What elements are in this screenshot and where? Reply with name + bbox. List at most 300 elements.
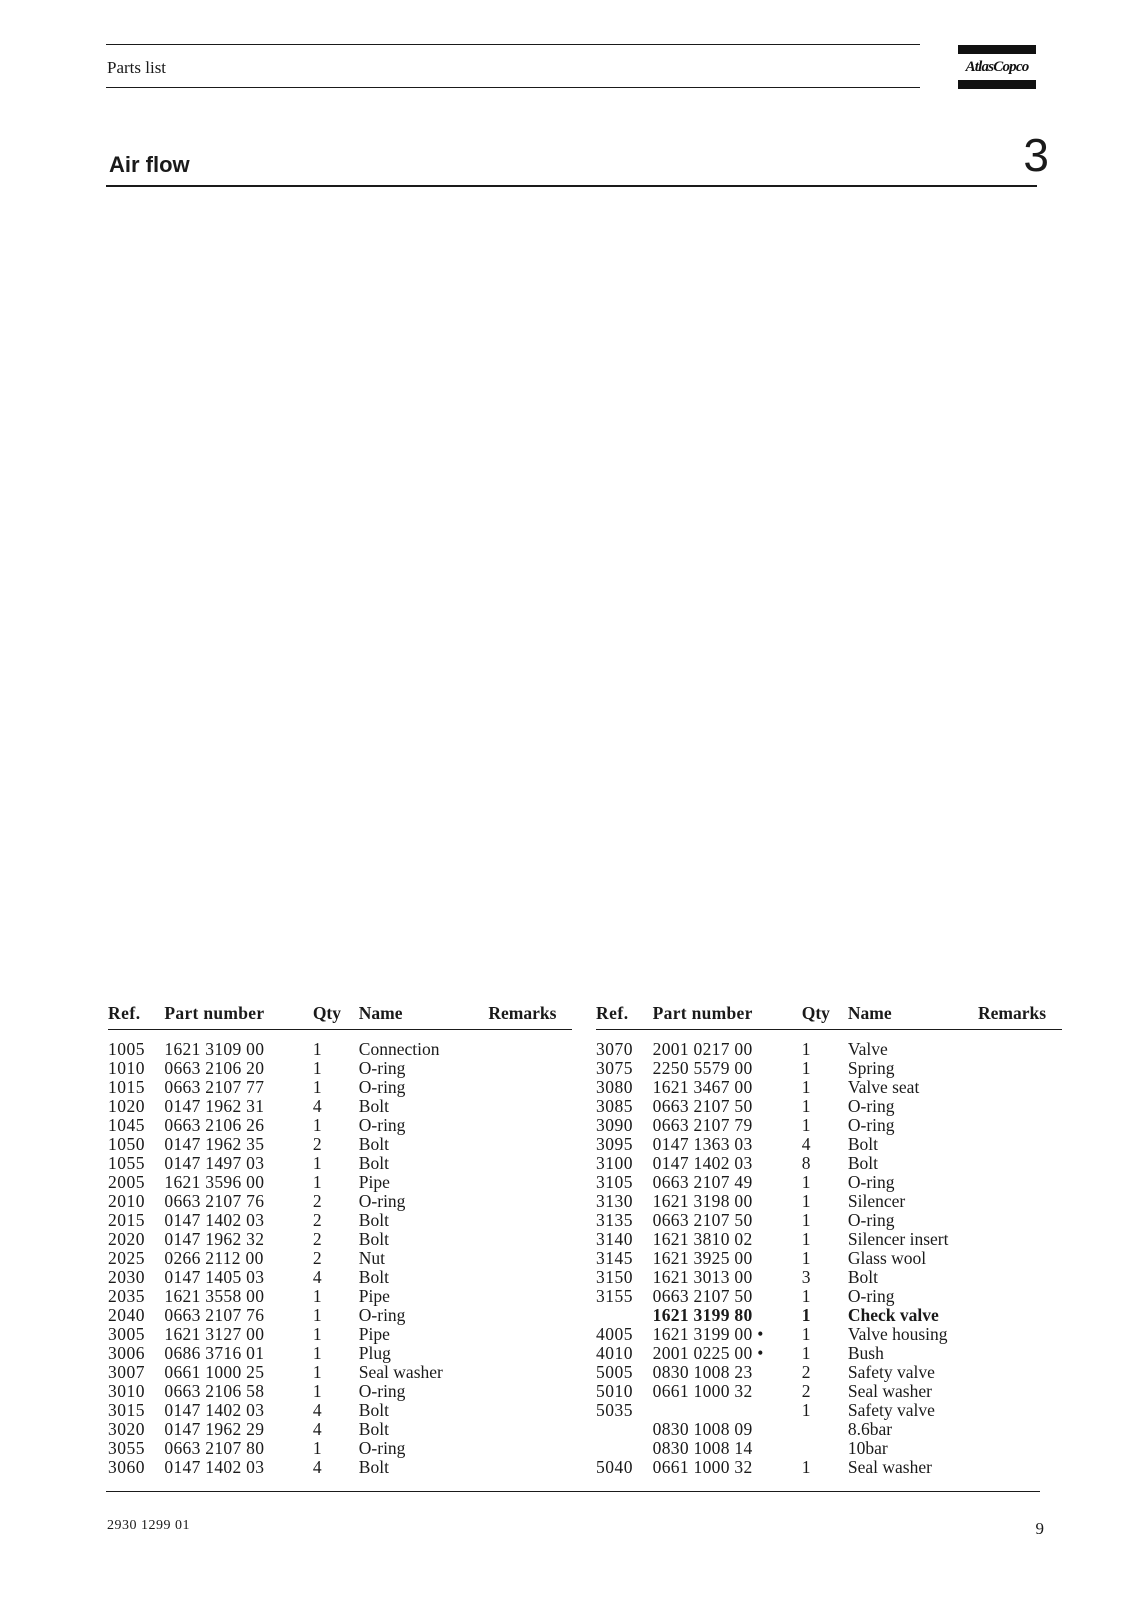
cell-name: Glass wool (847, 1248, 927, 1268)
footer-rule (106, 1491, 1040, 1492)
cell-remarks (488, 1154, 572, 1173)
cell-qty: 4 (312, 1400, 322, 1420)
cell-qty: 1 (801, 1172, 811, 1192)
cell-name: Seal washer (358, 1362, 443, 1382)
cell-remarks (978, 1230, 1062, 1249)
cell-qty: 1 (312, 1324, 322, 1344)
cell-remarks (488, 1382, 572, 1401)
cell-part-number: 0663 2107 50 (652, 1096, 753, 1116)
cell-part-number: 1621 3558 00 (164, 1286, 265, 1306)
cell-name: Connection (358, 1039, 440, 1059)
cell-part-number: 0147 1497 03 (164, 1153, 265, 1173)
cell-name: Bolt (358, 1400, 389, 1420)
cell-remarks (978, 1173, 1062, 1192)
table-row (108, 1382, 572, 1401)
cell-ref: 3130 (596, 1191, 633, 1211)
cell-part-number: 0147 1402 03 (164, 1400, 265, 1420)
cell-part-number: 0266 2112 00 (164, 1248, 264, 1268)
cell-part-number: 0663 2107 77 (164, 1077, 265, 1097)
section-title: Air flow (109, 152, 190, 177)
table-row (108, 1401, 572, 1420)
cell-qty: 1 (801, 1210, 811, 1230)
cell-part-number: 0663 2107 50 (652, 1210, 753, 1230)
cell-qty: 2 (312, 1134, 322, 1154)
table-row (596, 1439, 1062, 1458)
cell-part-number: 0663 2106 20 (164, 1058, 265, 1078)
cell-qty: 1 (801, 1077, 811, 1097)
cell-ref: 3105 (596, 1172, 633, 1192)
cell-remarks (978, 1420, 1062, 1439)
cell-remarks (978, 1458, 1062, 1477)
cell-remarks (488, 1249, 572, 1268)
table-row (596, 1363, 1062, 1382)
cell-ref: 5010 (596, 1381, 633, 1401)
table-row (596, 1420, 1062, 1439)
cell-ref: 4010 (596, 1343, 633, 1363)
document-number: 2930 1299 01 (107, 1518, 190, 1533)
cell-ref: 5040 (596, 1457, 633, 1477)
cell-part-number: 2001 0217 00 (652, 1039, 753, 1059)
table-row (108, 1344, 572, 1363)
cell-qty: 4 (801, 1134, 811, 1154)
cell-name: Silencer (847, 1191, 906, 1211)
cell-name: O-ring (358, 1381, 406, 1401)
cell-remarks (978, 1363, 1062, 1382)
cell-name: Nut (358, 1248, 386, 1268)
cell-qty: 1 (801, 1039, 811, 1059)
cell-ref: 3055 (108, 1438, 145, 1458)
cell-remarks (488, 1420, 572, 1439)
cell-name: O-ring (358, 1077, 406, 1097)
cell-ref: 1020 (108, 1096, 145, 1116)
cell-ref (596, 1439, 653, 1458)
cell-part-number: 0663 2107 76 (164, 1191, 265, 1211)
table-row (108, 1173, 572, 1192)
table-row (596, 1344, 1062, 1363)
cell-remarks (488, 1116, 572, 1135)
cell-part-number: 1621 3925 00 (652, 1248, 753, 1268)
cell-part-number: 0147 1402 03 (164, 1457, 265, 1477)
cell-remarks (488, 1040, 572, 1059)
cell-ref: 3135 (596, 1210, 633, 1230)
cell-qty: 1 (312, 1438, 322, 1458)
cell-ref: 3085 (596, 1096, 633, 1116)
cell-name: Valve (847, 1039, 888, 1059)
section-number: 3 (1023, 129, 1049, 181)
cell-qty: 1 (312, 1172, 322, 1192)
cell-name: Spring (847, 1058, 895, 1078)
cell-ref: 4005 (596, 1324, 633, 1344)
table-row (596, 1306, 1062, 1325)
cell-part-number: 0147 1962 35 (164, 1134, 265, 1154)
cell-qty: 1 (801, 1286, 811, 1306)
table-row (596, 1325, 1062, 1344)
cell-remarks (488, 1363, 572, 1382)
cell-part-number: 1621 3467 00 (652, 1077, 753, 1097)
table-row (108, 1458, 572, 1477)
cell-remarks (488, 1287, 572, 1306)
cell-ref: 2015 (108, 1210, 145, 1230)
cell-name: O-ring (358, 1305, 406, 1325)
col-remarks-header: Remarks (488, 1003, 572, 1030)
cell-qty: 4 (312, 1267, 322, 1287)
cell-qty: 1 (801, 1191, 811, 1211)
table-row (108, 1059, 572, 1078)
cell-part-number: 0147 1402 03 (652, 1153, 753, 1173)
cell-ref: 3155 (596, 1286, 633, 1306)
cell-ref: 2025 (108, 1248, 145, 1268)
cell-remarks (978, 1249, 1062, 1268)
cell-qty: 1 (801, 1400, 811, 1420)
cell-name: Bolt (358, 1134, 389, 1154)
cell-part-number: 0663 2107 49 (652, 1172, 753, 1192)
cell-part-number: 0661 1000 32 (652, 1381, 753, 1401)
cell-ref: 2030 (108, 1267, 145, 1287)
cell-ref: 2035 (108, 1286, 145, 1306)
cell-part-number: 0661 1000 32 (652, 1457, 753, 1477)
cell-name: Safety valve (847, 1400, 935, 1420)
cell-remarks (978, 1401, 1062, 1420)
cell-qty: 1 (801, 1096, 811, 1116)
cell-remarks (488, 1230, 572, 1249)
cell-name: Bolt (847, 1267, 879, 1287)
cell-remarks (488, 1268, 572, 1287)
cell-ref (596, 1420, 653, 1439)
table-row (596, 1401, 1062, 1420)
cell-part-number: 1621 3810 02 (652, 1229, 753, 1249)
cell-ref: 3145 (596, 1248, 633, 1268)
cell-part-number: 0663 2107 50 (652, 1286, 753, 1306)
cell-name: O-ring (847, 1115, 895, 1135)
cell-remarks (978, 1116, 1062, 1135)
cell-qty: 8 (801, 1153, 811, 1173)
col-name-header: Name (848, 1003, 978, 1030)
cell-part-number: 1621 3127 00 (164, 1324, 265, 1344)
cell-qty: 2 (801, 1381, 811, 1401)
cell-name: Bolt (847, 1134, 879, 1154)
cell-ref: 3020 (108, 1419, 145, 1439)
header-bottom-rule (106, 87, 920, 88)
cell-remarks (978, 1040, 1062, 1059)
col-ref-header: Ref. (108, 1003, 164, 1030)
cell-name: Pipe (358, 1172, 390, 1192)
table-row (596, 1230, 1062, 1249)
cell-name: 8.6bar (847, 1419, 893, 1439)
cell-remarks (488, 1439, 572, 1458)
cell-part-number: 0147 1962 29 (164, 1419, 265, 1439)
cell-qty: 1 (801, 1115, 811, 1135)
cell-ref: 1050 (108, 1134, 145, 1154)
table-row (108, 1192, 572, 1211)
cell-qty: 1 (801, 1058, 811, 1078)
table-row (596, 1154, 1062, 1173)
cell-remarks (488, 1135, 572, 1154)
cell-remarks (488, 1401, 572, 1420)
cell-qty: 1 (801, 1229, 811, 1249)
table-row (596, 1097, 1062, 1116)
cell-ref: 3095 (596, 1134, 633, 1154)
table-row (596, 1268, 1062, 1287)
cell-part-number: 0147 1405 03 (164, 1267, 265, 1287)
cell-remarks (488, 1192, 572, 1211)
cell-name: Check valve (847, 1305, 939, 1325)
cell-part-number: 0830 1008 23 (652, 1362, 753, 1382)
cell-part-number: 0663 2106 58 (164, 1381, 265, 1401)
cell-qty: 2 (312, 1248, 322, 1268)
table-row (108, 1135, 572, 1154)
table-row (596, 1192, 1062, 1211)
cell-part-number: 0663 2106 26 (164, 1115, 265, 1135)
cell-part-number: 1621 3596 00 (164, 1172, 265, 1192)
cell-name: Plug (358, 1343, 391, 1363)
cell-ref: 3150 (596, 1267, 633, 1287)
table-row (596, 1040, 1062, 1059)
table-row (596, 1382, 1062, 1401)
table-row (108, 1420, 572, 1439)
cell-remarks (978, 1306, 1062, 1325)
cell-qty: 1 (801, 1343, 811, 1363)
cell-part-number: 0663 2107 76 (164, 1305, 265, 1325)
cell-remarks (978, 1344, 1062, 1363)
cell-qty: 1 (312, 1153, 322, 1173)
cell-part-number: 0147 1402 03 (164, 1210, 265, 1230)
cell-name: Bolt (358, 1229, 389, 1249)
cell-ref: 3015 (108, 1400, 145, 1420)
cell-part-number: 0147 1962 31 (164, 1096, 265, 1116)
cell-qty (802, 1420, 848, 1439)
cell-ref: 5005 (596, 1362, 633, 1382)
cell-part-number: 0686 3716 01 (164, 1343, 265, 1363)
cell-qty: 1 (312, 1286, 322, 1306)
table-row (108, 1306, 572, 1325)
cell-remarks (488, 1458, 572, 1477)
logo-top-bar (958, 45, 1036, 54)
cell-qty: 4 (312, 1457, 322, 1477)
table-row (596, 1059, 1062, 1078)
parts-table-right (596, 1003, 1062, 1477)
cell-part-number (653, 1401, 802, 1420)
cell-remarks (488, 1344, 572, 1363)
cell-ref: 1005 (108, 1039, 145, 1059)
cell-ref: 3080 (596, 1077, 633, 1097)
cell-ref: 3075 (596, 1058, 633, 1078)
cell-name: O-ring (358, 1115, 406, 1135)
cell-name: Safety valve (847, 1362, 935, 1382)
cell-ref: 3090 (596, 1115, 633, 1135)
table-row (596, 1458, 1062, 1477)
cell-name: Valve housing (847, 1324, 948, 1344)
cell-name: Bolt (358, 1153, 389, 1173)
cell-qty: 1 (312, 1362, 322, 1382)
cell-qty: 2 (312, 1229, 322, 1249)
col-part-number-header: Part number (164, 1003, 312, 1030)
header-top-rule (106, 44, 920, 45)
table-row (108, 1097, 572, 1116)
cell-name: O-ring (358, 1191, 406, 1211)
table-row (596, 1173, 1062, 1192)
table-row (108, 1154, 572, 1173)
cell-qty: 1 (312, 1115, 322, 1135)
col-ref-header: Ref. (596, 1003, 653, 1030)
cell-qty: 1 (312, 1039, 322, 1059)
table-row (108, 1116, 572, 1135)
col-name-header: Name (359, 1003, 489, 1030)
table-row (108, 1268, 572, 1287)
cell-remarks (978, 1287, 1062, 1306)
cell-name: Seal washer (847, 1457, 932, 1477)
cell-remarks (978, 1192, 1062, 1211)
cell-qty (802, 1439, 848, 1458)
cell-qty: 1 (312, 1343, 322, 1363)
cell-qty: 1 (801, 1324, 811, 1344)
cell-remarks (978, 1135, 1062, 1154)
col-remarks-header: Remarks (978, 1003, 1062, 1030)
cell-name: O-ring (847, 1172, 895, 1192)
page-number: 9 (1035, 1519, 1044, 1538)
table-row (108, 1363, 572, 1382)
cell-qty: 1 (312, 1058, 322, 1078)
cell-qty: 1 (801, 1457, 811, 1477)
cell-qty: 2 (801, 1362, 811, 1382)
cell-remarks (978, 1154, 1062, 1173)
cell-ref: 3140 (596, 1229, 633, 1249)
cell-name: Pipe (358, 1286, 390, 1306)
cell-ref: 1015 (108, 1077, 145, 1097)
cell-part-number: 1621 3199 80 (652, 1305, 753, 1325)
cell-qty: 4 (312, 1096, 322, 1116)
cell-name: O-ring (358, 1438, 406, 1458)
cell-part-number: 0661 1000 25 (164, 1362, 265, 1382)
logo-bottom-bar (958, 80, 1036, 89)
col-qty-header: Qty (802, 1003, 848, 1030)
cell-name: Bolt (358, 1457, 389, 1477)
cell-ref (596, 1306, 653, 1325)
cell-part-number: 1621 3199 00 • (652, 1324, 764, 1344)
parts-table-left (108, 1003, 572, 1477)
cell-remarks (488, 1211, 572, 1230)
table-row (596, 1287, 1062, 1306)
cell-ref: 2020 (108, 1229, 145, 1249)
cell-qty: 3 (801, 1267, 811, 1287)
cell-qty: 1 (801, 1248, 811, 1268)
section-rule (106, 185, 1037, 187)
cell-part-number: 1621 3013 00 (652, 1267, 753, 1287)
cell-ref: 5035 (596, 1400, 633, 1420)
cell-ref: 3070 (596, 1039, 633, 1059)
table-row (596, 1135, 1062, 1154)
cell-remarks (488, 1097, 572, 1116)
cell-ref: 2010 (108, 1191, 145, 1211)
table-row (108, 1211, 572, 1230)
cell-name: 10bar (847, 1438, 888, 1458)
cell-name: Bolt (358, 1096, 389, 1116)
table-row (108, 1249, 572, 1268)
table-row (596, 1211, 1062, 1230)
cell-name: Seal washer (847, 1381, 932, 1401)
cell-qty: 2 (312, 1210, 322, 1230)
cell-ref: 3010 (108, 1381, 145, 1401)
cell-ref: 3100 (596, 1153, 633, 1173)
table-row (108, 1325, 572, 1344)
cell-qty: 1 (801, 1305, 811, 1325)
cell-ref: 2040 (108, 1305, 145, 1325)
cell-remarks (488, 1306, 572, 1325)
cell-part-number: 0663 2107 79 (652, 1115, 753, 1135)
cell-name: Silencer insert (847, 1229, 949, 1249)
cell-remarks (978, 1382, 1062, 1401)
cell-remarks (488, 1325, 572, 1344)
table-row (108, 1040, 572, 1059)
cell-ref: 3060 (108, 1457, 145, 1477)
cell-remarks (488, 1173, 572, 1192)
cell-remarks (978, 1059, 1062, 1078)
table-header-row (108, 1003, 572, 1030)
cell-part-number: 0830 1008 09 (652, 1419, 753, 1439)
cell-remarks (978, 1078, 1062, 1097)
cell-part-number: 0147 1962 32 (164, 1229, 265, 1249)
table-row (596, 1078, 1062, 1097)
cell-remarks (978, 1439, 1062, 1458)
cell-qty: 2 (312, 1191, 322, 1211)
table-row (108, 1287, 572, 1306)
cell-remarks (488, 1078, 572, 1097)
cell-qty: 1 (312, 1305, 322, 1325)
cell-remarks (978, 1211, 1062, 1230)
cell-remarks (978, 1268, 1062, 1287)
cell-part-number: 1621 3198 00 (652, 1191, 753, 1211)
cell-name: O-ring (358, 1058, 406, 1078)
cell-ref: 1055 (108, 1153, 145, 1173)
header-label: Parts list (107, 58, 167, 77)
cell-name: O-ring (847, 1210, 895, 1230)
cell-name: Bolt (358, 1419, 389, 1439)
cell-part-number: 0663 2107 80 (164, 1438, 265, 1458)
cell-qty: 4 (312, 1419, 322, 1439)
table-row (596, 1116, 1062, 1135)
logo-text: AtlasCopco (965, 59, 1029, 75)
cell-ref: 3005 (108, 1324, 145, 1344)
cell-name: Bush (847, 1343, 884, 1363)
cell-part-number: 2250 5579 00 (652, 1058, 753, 1078)
cell-name: Pipe (358, 1324, 390, 1344)
cell-name: Bolt (358, 1210, 389, 1230)
cell-qty: 1 (312, 1381, 322, 1401)
cell-part-number: 2001 0225 00 • (652, 1343, 764, 1363)
table-row (596, 1249, 1062, 1268)
cell-ref: 1010 (108, 1058, 145, 1078)
cell-part-number: 1621 3109 00 (164, 1039, 265, 1059)
table-row (108, 1078, 572, 1097)
cell-remarks (488, 1059, 572, 1078)
cell-name: O-ring (847, 1286, 895, 1306)
cell-name: Bolt (358, 1267, 389, 1287)
cell-remarks (978, 1325, 1062, 1344)
col-qty-header: Qty (313, 1003, 359, 1030)
cell-name: O-ring (847, 1096, 895, 1116)
table-header-row (596, 1003, 1062, 1030)
cell-name: Valve seat (847, 1077, 920, 1097)
table-row (108, 1230, 572, 1249)
atlas-copco-logo (958, 45, 1036, 90)
cell-part-number: 0830 1008 14 (652, 1438, 753, 1458)
cell-ref: 3007 (108, 1362, 145, 1382)
cell-ref: 1045 (108, 1115, 145, 1135)
cell-name: Bolt (847, 1153, 879, 1173)
cell-qty: 1 (312, 1077, 322, 1097)
col-part-number-header: Part number (653, 1003, 802, 1030)
cell-ref: 3006 (108, 1343, 145, 1363)
cell-remarks (978, 1097, 1062, 1116)
